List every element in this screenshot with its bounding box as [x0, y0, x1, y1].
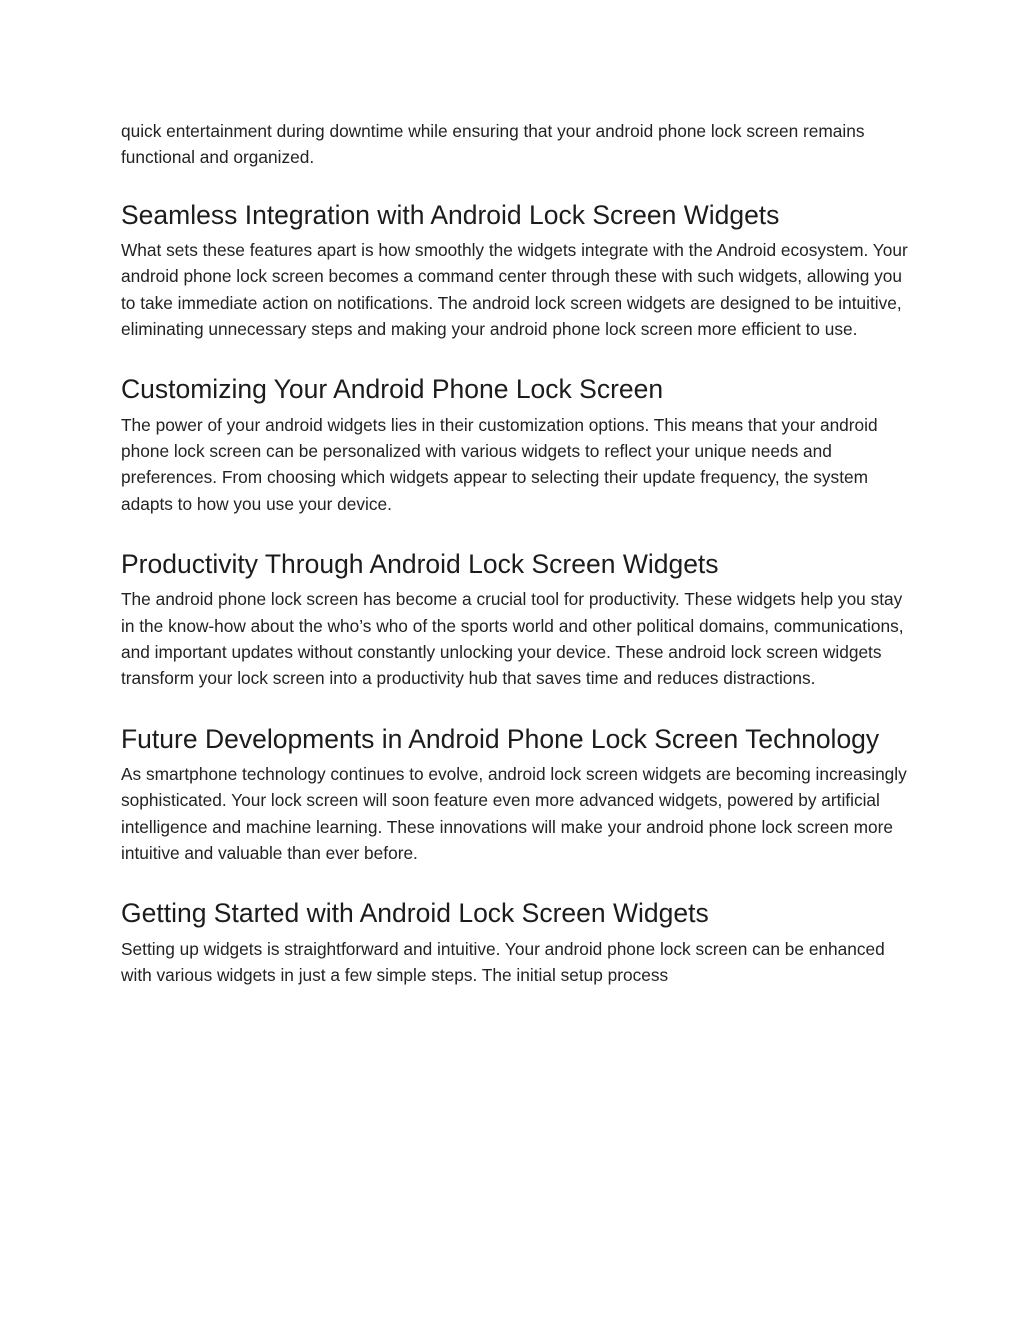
document-page	[121, 118, 911, 988]
section-heading: Customizing Your Android Phone Lock Screen	[121, 374, 664, 405]
section-heading: Productivity Through Android Lock Screen Widgets	[121, 548, 719, 579]
intro-paragraph: quick entertainment during downtime while ensuring that your android phone lock screen remains functional and organized.	[121, 121, 865, 168]
section-heading: Getting Started with Android Lock Screen Widgets	[121, 898, 709, 929]
section-customizing	[121, 370, 911, 517]
section-seamless-integration	[121, 196, 911, 343]
section-paragraph: The android phone lock screen has become a crucial tool for productivity. These widgets help you stay in the know-how about the who’s who of the sports world and other political domains, communications, and important updates without constantly unlocking your device. These android lock screen widgets transform your lock screen into a productivity hub that saves time and reduces distractions.	[121, 589, 904, 689]
section-productivity	[121, 545, 911, 692]
section-heading: Seamless Integration with Android Lock Screen Widgets	[121, 199, 780, 230]
section-future-developments	[121, 720, 911, 867]
section-paragraph: The power of your android widgets lies in their customization options. This means that your android phone lock screen can be personalized with various widgets to reflect your unique needs and preferences. From choosing which widgets appear to selecting their update frequency, the system adapts to how you use your device.	[121, 414, 878, 514]
section-paragraph: As smartphone technology continues to evolve, android lock screen widgets are becoming increasingly sophisticated. Your lock screen will soon feature even more advanced widgets, powered by artificial intelligence and machine learning. These innovations will make your android phone lock screen more intuitive and valuable than ever before.	[121, 764, 907, 864]
section-paragraph: What sets these features apart is how smoothly the widgets integrate with the Android ecosystem. Your android phone lock screen becomes a command center through these with such widgets, allowing you to take immediate action on notifications. The android lock screen widgets are designed to be intuitive, eliminating unnecessary steps and making your android phone lock screen more efficient to use.	[121, 240, 908, 339]
section-getting-started	[121, 894, 911, 988]
section-paragraph: Setting up widgets is straightforward and intuitive. Your android phone lock screen can be enhanced with various widgets in just a few simple steps. The initial setup process	[121, 938, 885, 986]
section-heading: Future Developments in Android Phone Lock Screen Technology	[121, 723, 880, 754]
